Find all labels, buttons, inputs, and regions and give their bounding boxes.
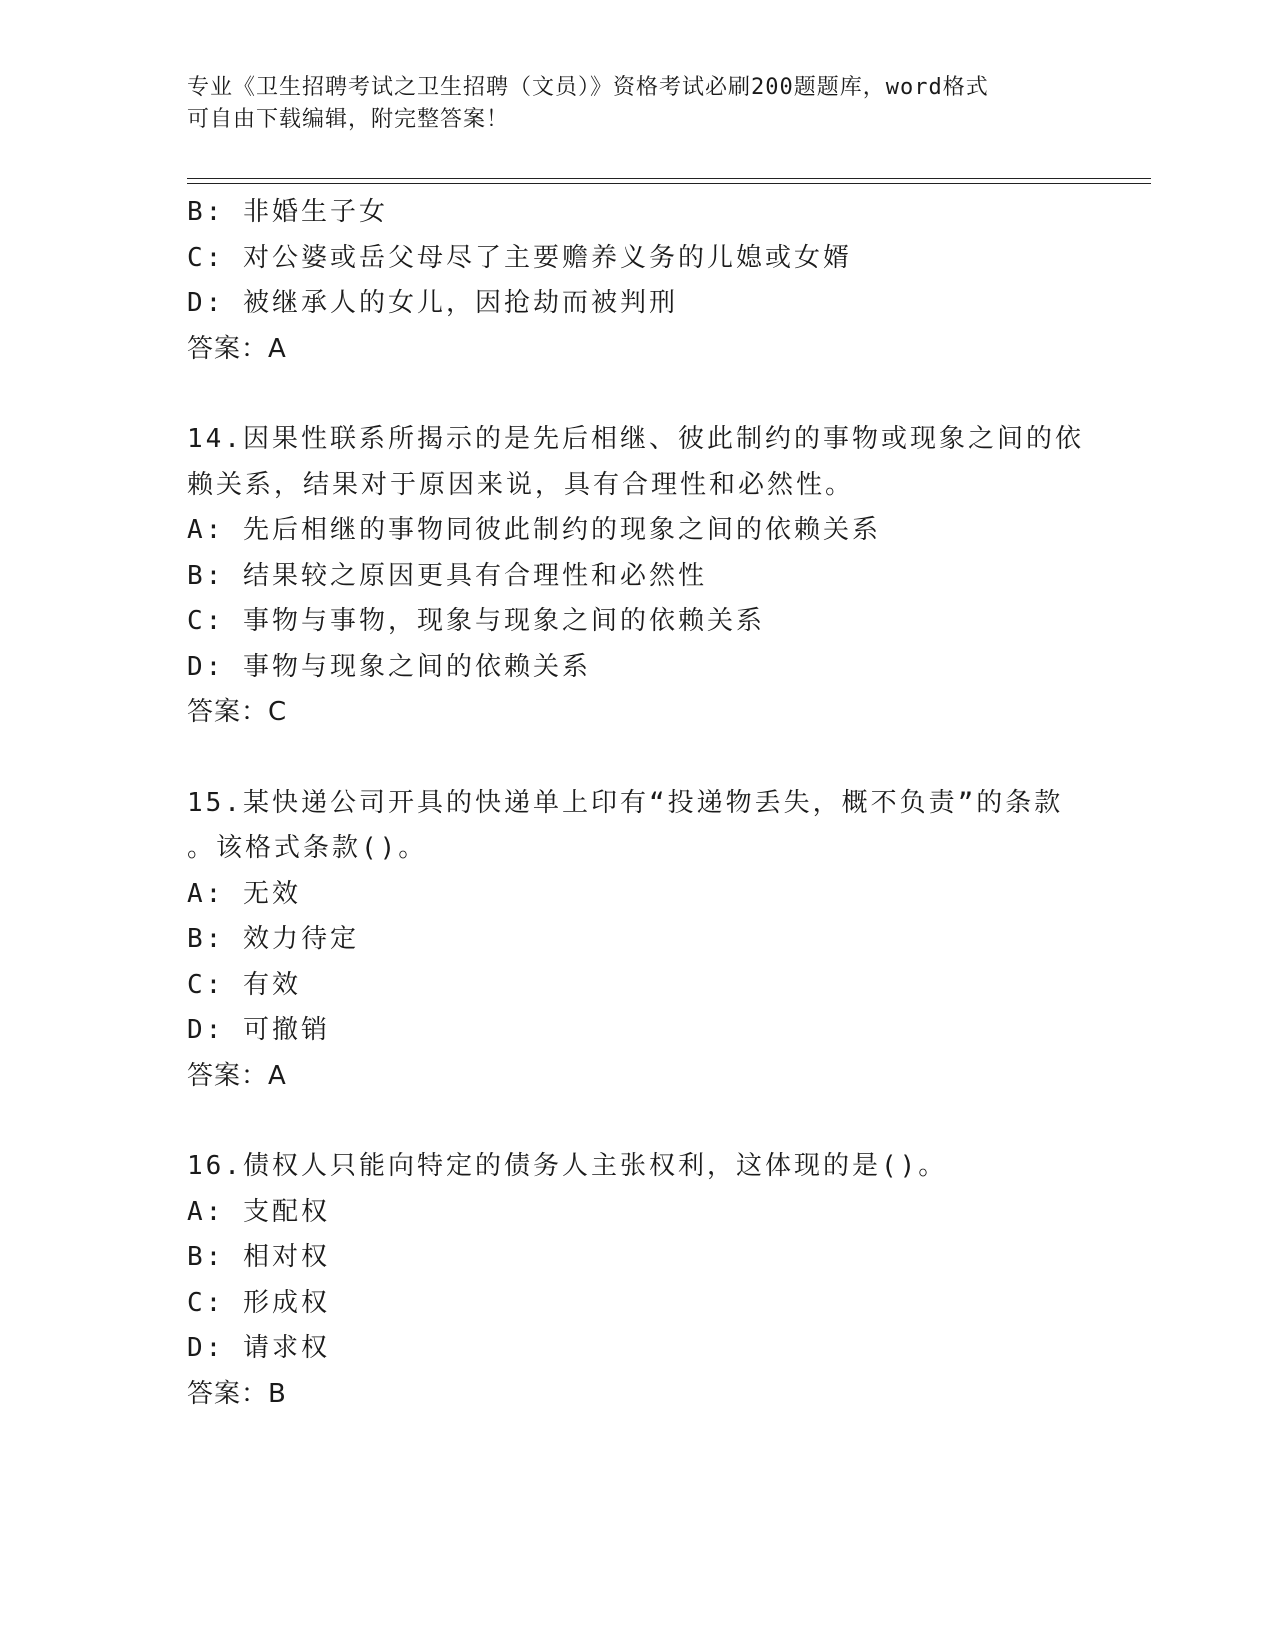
question-14-block — [187, 417, 1087, 736]
question-list — [187, 190, 1087, 1417]
question-16-block — [187, 1144, 1087, 1417]
option-d: D: 被继承人的女儿，因抢劫而被判刑 — [187, 288, 678, 318]
option-c: C: 事物与事物，现象与现象之间的依赖关系 — [187, 606, 765, 636]
answer-label: 答案：C — [187, 697, 288, 727]
question-stem: 16.债权人只能向特定的债务人主张权利，这体现的是()。 — [187, 1151, 948, 1181]
question-13-block — [187, 190, 1087, 372]
header-line-2: 可自由下载编辑，附完整答案！ — [187, 107, 510, 132]
option-c: C: 有效 — [187, 969, 301, 1000]
answer-label: 答案：A — [187, 1060, 287, 1091]
question-stem: 14.因果性联系所揭示的是先后相继、彼此制约的事物或现象之间的依 — [187, 424, 1084, 454]
option-c: C: 对公婆或岳父母尽了主要赡养义务的儿媳或女婿 — [187, 242, 852, 273]
question-stem: 15.某快递公司开具的快递单上印有“投递物丢失，概不负责”的条款 — [187, 787, 1064, 818]
option-d: D: 事物与现象之间的依赖关系 — [187, 651, 591, 682]
answer-label: 答案：B — [187, 1378, 287, 1409]
option-a: A: 支配权 — [187, 1196, 330, 1227]
option-b: B: 效力待定 — [187, 924, 359, 954]
option-b: B: 相对权 — [187, 1242, 330, 1272]
header-line-1: 专业《卫生招聘考试之卫生招聘（文员）》资格考试必刷200题题库，word格式 — [187, 75, 989, 100]
question-stem-cont: 赖关系，结果对于原因来说，具有合理性和必然性。 — [187, 469, 855, 500]
answer-label: 答案：A — [187, 333, 287, 364]
option-d: D: 请求权 — [187, 1333, 330, 1363]
header-divider-top — [187, 178, 1151, 179]
question-15-block — [187, 781, 1087, 1100]
option-a: A: 先后相继的事物同彼此制约的现象之间的依赖关系 — [187, 515, 881, 545]
option-d: D: 可撤销 — [187, 1015, 330, 1045]
option-b: B: 非婚生子女 — [187, 197, 388, 227]
question-stem-cont: 。该格式条款()。 — [187, 833, 428, 863]
option-a: A: 无效 — [187, 878, 301, 909]
document-header — [187, 72, 1067, 136]
option-c: C: 形成权 — [187, 1287, 330, 1318]
header-divider-bottom — [187, 183, 1151, 184]
option-b: B: 结果较之原因更具有合理性和必然性 — [187, 560, 707, 591]
